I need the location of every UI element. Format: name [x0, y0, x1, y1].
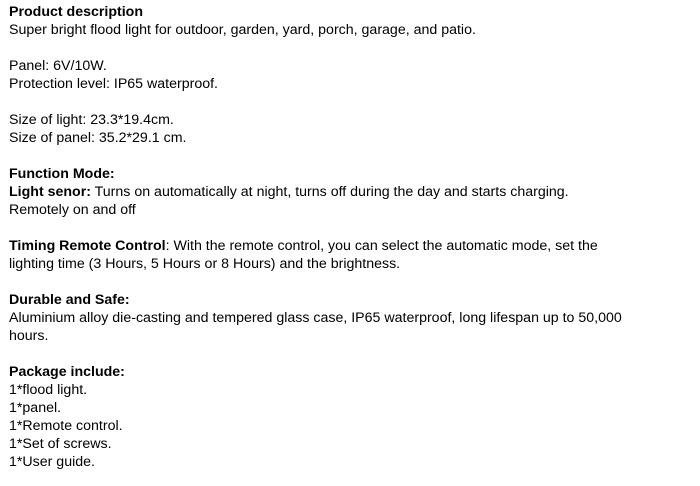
- product-description-heading: Product description: [9, 4, 144, 20]
- durable-text-continued: hours.: [9, 328, 49, 344]
- light-sensor-label: Light senor:: [9, 184, 91, 200]
- timing-text: : With the remote control, you can select the automatic mode, set the: [165, 238, 598, 254]
- timing-line: [9, 237, 695, 255]
- function-mode-heading: Function Mode:: [9, 166, 115, 182]
- package-item: 1*panel.: [9, 400, 62, 416]
- product-document: [9, 3, 695, 471]
- light-sensor-line: [9, 183, 695, 201]
- spacer: [9, 345, 695, 363]
- spacer: [9, 273, 695, 291]
- spacer: [9, 93, 695, 111]
- remote-on-off-text: Remotely on and off: [9, 202, 136, 218]
- product-description-text: Super bright flood light for outdoor, garden, yard, porch, garage, and patio.: [9, 22, 476, 38]
- package-item: 1*Remote control.: [9, 418, 123, 434]
- protection-spec: Protection level: IP65 waterproof.: [9, 76, 218, 92]
- package-item: 1*User guide.: [9, 454, 95, 470]
- timing-label: Timing Remote Control: [9, 238, 166, 254]
- panel-spec: Panel: 6V/10W.: [9, 58, 107, 74]
- light-size: Size of light: 23.3*19.4cm.: [9, 112, 174, 128]
- package-item: 1*Set of screws.: [9, 436, 112, 452]
- spacer: [9, 219, 695, 237]
- light-sensor-text: Turns on automatically at night, turns off during the day and starts charging.: [90, 184, 569, 200]
- durable-heading: Durable and Safe:: [9, 292, 130, 308]
- spacer: [9, 147, 695, 165]
- package-item: 1*flood light.: [9, 382, 88, 398]
- panel-size: Size of panel: 35.2*29.1 cm.: [9, 130, 187, 146]
- package-heading: Package include:: [9, 364, 125, 380]
- durable-text: Aluminium alloy die-casting and tempered glass case, IP65 waterproof, long lifespan up to 50,000: [9, 310, 622, 326]
- timing-text-continued: lighting time (3 Hours, 5 Hours or 8 Hours) and the brightness.: [9, 256, 401, 272]
- spacer: [9, 39, 695, 57]
